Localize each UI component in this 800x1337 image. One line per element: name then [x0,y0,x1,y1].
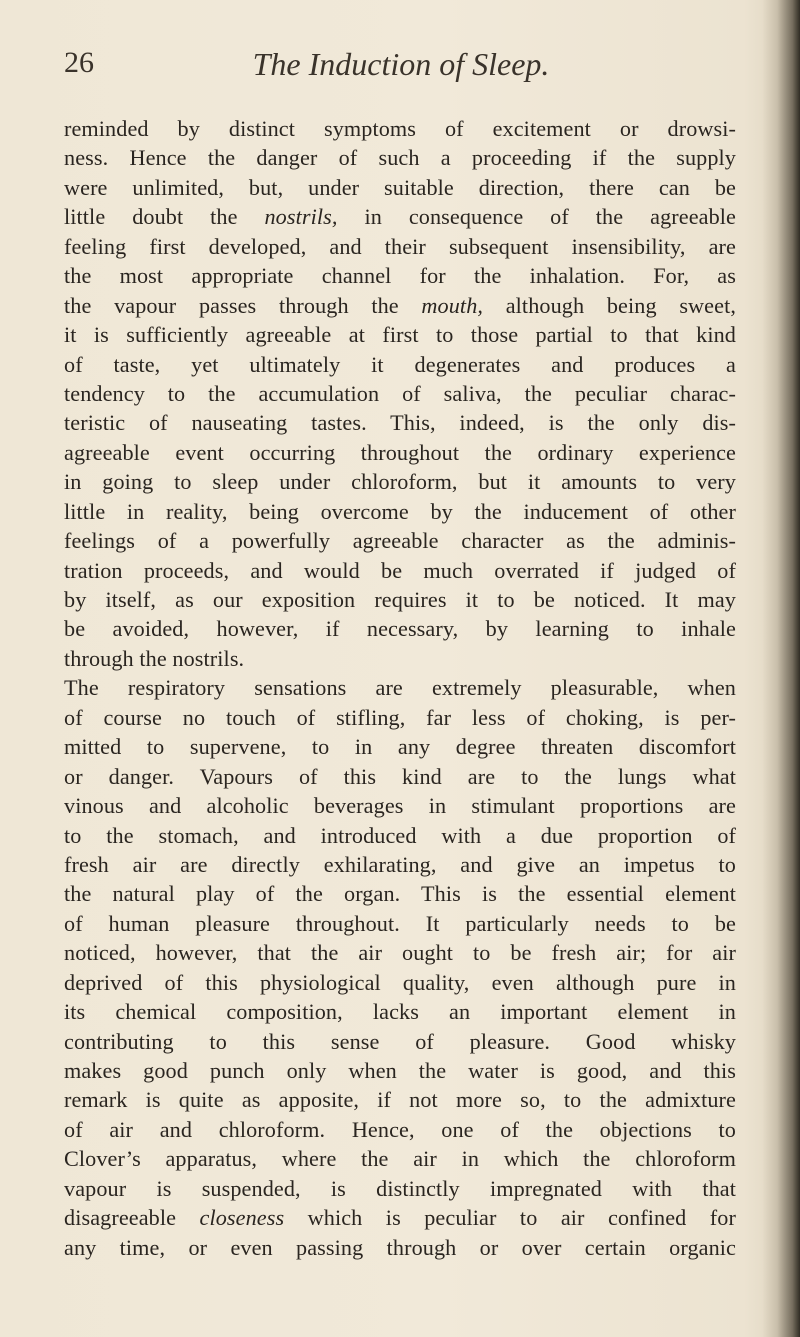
text-line: little in reality, being overcome by the inducement of other [64,498,736,524]
text-segment: the vapour passes through the [64,292,422,318]
text-line: Clover’s apparatus, where the air in which the chloroform [64,1146,736,1172]
text-line: tendency to the accumulation of saliva, the peculiar charac- [64,380,736,406]
text-line: remark is quite as apposite, if not more so, to the admixture [64,1087,736,1113]
running-title: The Induction of Sleep. [252,46,550,82]
text-line: makes good punch only when the water is good, and this [64,1058,736,1083]
italic-word: closeness [199,1205,285,1231]
text-segment: which is peculiar to air confined for [284,1205,736,1231]
body-text [64,114,736,1262]
text-line: the natural play of the organ. This is the essential element [64,881,736,907]
text-line: noticed, however, that the air ought to be fresh air; for air [64,940,736,966]
text-line: by itself, as our exposition requires it to be noticed. It may [64,587,736,612]
text-line: mitted to supervene, to in any degree threaten discomfort [64,734,736,760]
text-line: vapour is suspended, is distinctly impregnated with that [64,1175,736,1201]
text-segment: little doubt the [64,204,265,230]
text-line: of taste, yet ultimately it degenerates and produces a [64,351,736,377]
text-line: tration proceeds, and would be much overrated if judged of [64,557,736,583]
binding-edge [762,0,800,1337]
text-line: vinous and alcoholic beverages in stimulant proportions are [64,793,736,819]
italic-word: nostrils, [264,204,338,230]
text-line: reminded by distinct symptoms of excitement or drowsi- [64,116,736,141]
running-head [56,40,746,90]
text-line: The respiratory sensations are extremely pleasurable, when [64,675,736,701]
text-line: any time, or even passing through or over certain organic [64,1234,736,1260]
text-segment: disagreeable [64,1205,200,1231]
text-line: of human pleasure throughout. It particularly needs to be [64,910,736,936]
text-line [64,1203,736,1232]
text-segment: although being sweet, [483,292,736,318]
text-segment: in consequence of the agreeable [337,204,736,230]
text-line: ness. Hence the danger of such a proceeding if the supply [64,145,736,171]
page-number: 26 [64,46,94,79]
text-line: its chemical composition, lacks an important element in [64,999,736,1025]
text-line [64,202,736,231]
text-line: the most appropriate channel for the inhalation. For, as [64,263,736,289]
text-line: through the nostrils. [64,645,245,671]
text-line: teristic of nauseating tastes. This, indeed, is the only dis- [64,410,736,436]
text-line: of air and chloroform. Hence, one of the objections to [64,1116,736,1142]
text-line: feelings of a powerfully agreeable character as the adminis- [64,528,736,554]
text-line: fresh air are directly exhilarating, and give an impetus to [64,851,736,877]
text-line: in going to sleep under chloroform, but it amounts to very [64,469,736,495]
text-line: or danger. Vapours of this kind are to the lungs what [64,763,736,789]
text-line: of course no touch of stifling, far less of choking, is per- [64,704,736,730]
italic-word: mouth, [421,292,484,318]
text-line: deprived of this physiological quality, even although pure in [64,969,736,995]
text-line: be avoided, however, if necessary, by learning to inhale [64,616,736,642]
text-line: to the stomach, and introduced with a due proportion of [64,822,736,848]
text-line [64,291,736,320]
text-line: were unlimited, but, under suitable direction, there can be [64,174,736,200]
text-line: feeling first developed, and their subsequent insensibility, are [64,233,736,259]
text-line: agreeable event occurring throughout the ordinary experience [64,439,736,465]
text-line: it is sufficiently agreeable at first to those partial to that kind [64,322,736,348]
text-line: contributing to this sense of pleasure. Good whisky [64,1028,736,1054]
